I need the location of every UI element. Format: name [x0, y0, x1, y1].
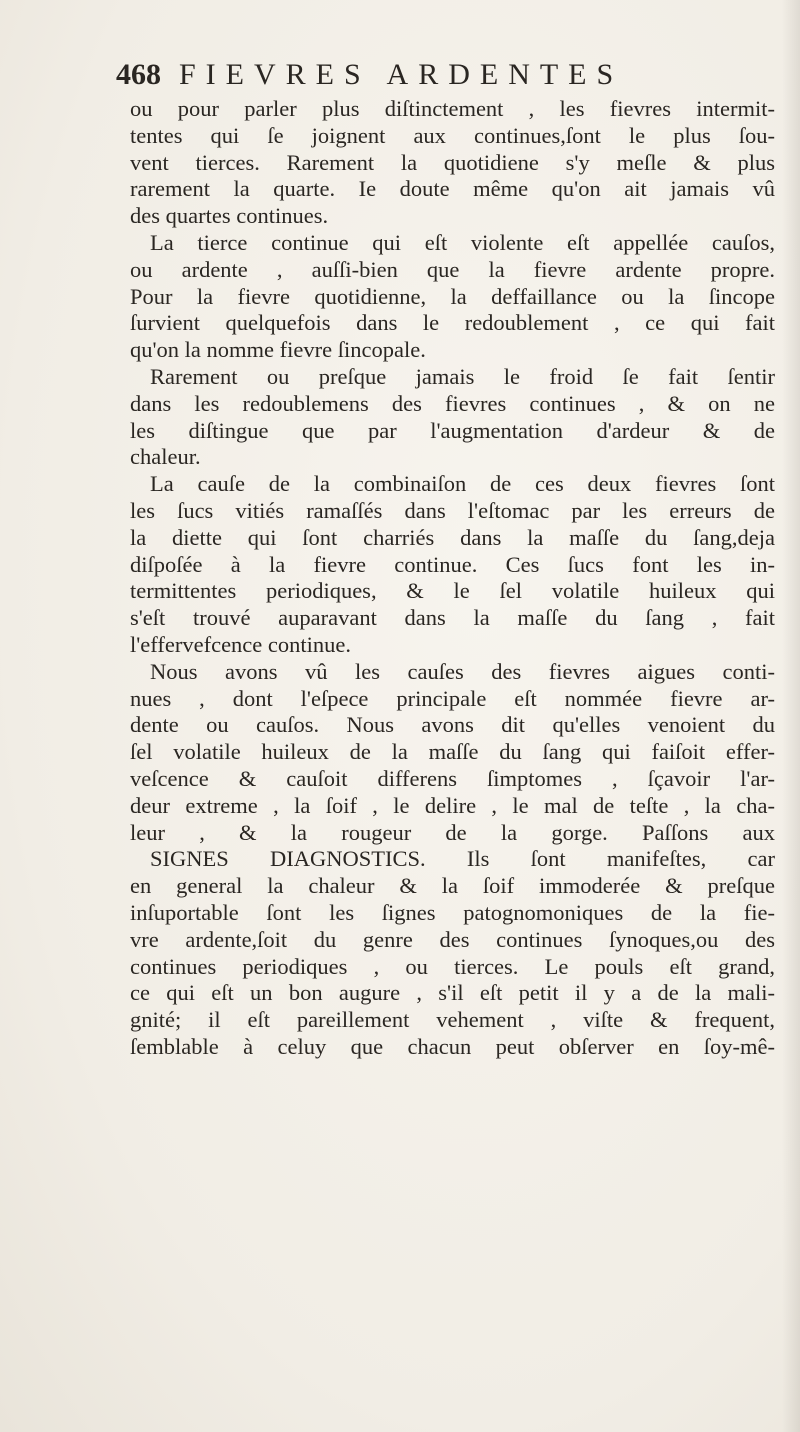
text-line: veſcence & cauſoit differens ſimptomes , ſçavoir l'ar-: [130, 765, 775, 791]
text-line: dans les redoublemens des fievres continues , & on ne: [130, 390, 775, 416]
text-line: la diette qui ſont charriés dans la maſſe du ſang,deja: [130, 524, 775, 550]
text-line: dente ou cauſos. Nous avons dit qu'elles venoient du: [130, 712, 775, 738]
text-line: ſel volatile huileux de la maſſe du ſang qui faiſoit effer-: [130, 739, 775, 765]
body-text: [130, 96, 775, 1061]
text-line: vre ardente,ſoit du genre des continues ſynoques,ou des: [130, 926, 775, 952]
text-line: ce qui eſt un bon augure , s'il eſt petit il y a de la mali-: [130, 980, 775, 1006]
text-line: ou ardente , auſſi-bien que la fievre ardente propre.: [130, 256, 775, 282]
running-head-title: FIEVRES ARDENTES: [179, 58, 624, 91]
text-line: tentes qui ſe joignent aux continues,ſont le plus ſou-: [130, 122, 775, 148]
text-line: Rarement ou preſque jamais le froid ſe fait ſentir: [150, 363, 775, 389]
text-line: gnité; il eſt pareillement vehement , viſte & frequent,: [130, 1007, 775, 1033]
text-line: ſurvient quelquefois dans le redoublement , ce qui fait: [130, 310, 775, 336]
text-line: qu'on la nomme fievre ſincopale.: [130, 337, 426, 363]
text-line: La cauſe de la combinaiſon de ces deux fievres ſont: [150, 471, 775, 497]
text-line: La tierce continue qui eſt violente eſt appellée cauſos,: [150, 229, 775, 255]
text-line: leur , & la rougeur de la gorge. Paſſons aux: [130, 819, 775, 845]
text-line: chaleur.: [130, 444, 201, 470]
text-line: en general la chaleur & la ſoif immoderée & preſque: [130, 873, 775, 899]
page-number: 468: [116, 58, 161, 91]
text-line: ou pour parler plus diſtinctement , les fievres intermit-: [130, 96, 775, 121]
text-line: les ſucs vitiés ramaſſés dans l'eſtomac par les erreurs de: [130, 497, 775, 523]
text-line: l'effervefcence continue.: [130, 631, 352, 657]
text-line: vent tierces. Rarement la quotidiene s'y meſle & plus: [130, 149, 775, 175]
text-line: Nous avons vû les cauſes des fievres aigues conti-: [150, 658, 775, 684]
text-line: les diſtingue que par l'augmentation d'ardeur & de: [130, 417, 775, 443]
text-line: deur extreme , la ſoif , le delire , le mal de teſte , la cha-: [130, 792, 775, 818]
text-line: inſuportable ſont les ſignes patognomoniques de la fie-: [130, 899, 775, 925]
text-line: ſemblable à celuy que chacun peut obſerver en ſoy-mê-: [130, 1033, 775, 1059]
text-line: diſpoſée à la fievre continue. Ces ſucs font les in-: [130, 551, 775, 577]
text-line: termittentes periodiques, & le ſel volatile huileux qui: [130, 578, 775, 604]
text-line: des quartes continues.: [130, 203, 329, 229]
text-line: nues , dont l'eſpece principale eſt nommée fievre ar-: [130, 685, 775, 711]
text-line: Pour la fievre quotidienne, la deffaillance ou la ſincope: [130, 283, 775, 309]
page-edge-shadow: [782, 0, 800, 1432]
text-line: continues periodiques , ou tierces. Le pouls eſt grand,: [130, 953, 775, 979]
text-line: rarement la quarte. Ie doute même qu'on ait jamais vû: [130, 176, 775, 202]
text-line: s'eſt trouvé auparavant dans la maſſe du ſang , fait: [130, 605, 775, 631]
text-line: SIGNES DIAGNOSTICS. Ils ſont manifeſtes, car: [150, 846, 775, 872]
running-head: [116, 58, 776, 98]
